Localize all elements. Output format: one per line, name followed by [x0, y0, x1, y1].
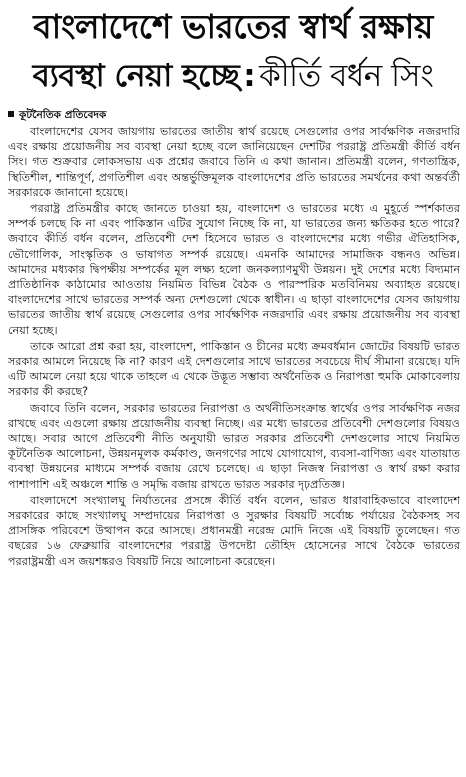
headline-line-1: বাংলাদেশে ভারতের স্বার্থ রক্ষায় — [33, 7, 433, 46]
article-paragraph: বাংলাদেশের যেসব জায়গায় ভারতের জাতীয় স্বার্থ রয়েছে সেগুলোর ওপর সার্বক্ষণিক নজরদারি এবং রক্ষায় প্রয়োজনীয় সব ব্যবস্থা নেয়া হচ্ছে বলে জানিয়েছেন দেশটির পররাষ্ট্র প্রতিমন্ত্রী কীর্তি বর্ধন সিং। গত শুক্রবার লোকসভায় এক প্রশ্নের জবাবে তিনি এ কথা জানান। প্রতিমন্ত্রী বলেন, গণতান্ত্রিক, স্থিতিশীল, শান্তিপূর্ণ, প্রগতিশীল এবং অন্তর্ভুক্তিমূলক বাংলাদেশের প্রতি ভারতের সমর্থনের কথা অন্তর্বর্তী সরকারকে জানানো হয়েছে। — [8, 125, 460, 199]
headline-main: ব্যবস্থা নেয়া হচ্ছে — [32, 58, 240, 94]
article-paragraph: জবাবে তিনি বলেন, সরকার ভারতের নিরাপত্তা ও অর্থনীতিসংক্রান্ত স্বার্থের ওপর সার্বক্ষণিক নজর রাখছে এবং এগুলো রক্ষায় প্রয়োজনীয় ব্যবস্থা নিচ্ছে। এর মধ্যে ভারতের প্রতিবেশী দেশগুলোর বিষয়ও আছে। সবার আগে প্রতিবেশী নীতি অনুযায়ী ভারত সরকার প্রতিবেশী দেশগুলোর সাথে নিয়মিত কূটনৈতিক আলোচনা, উন্নয়নমূলক কর্মকাণ্ড, জনগণের সাথে যোগাযোগ, ব্যবসা-বাণিজ্য এবং যাতায়াত ব্যবস্থা উন্নয়নের মাধ্যমে সম্পর্ক বজায় রেখে চলেছে। এ ছাড়া নিজস্ব নিরাপত্তা ও স্বার্থ রক্ষা করার পাশাপাশি এই অঞ্চলে শান্তি ও সমৃদ্ধি বজায় রাখতে ভারত সরকার দৃঢ়প্রতিজ্ঞ। — [8, 401, 460, 491]
headline-line-2 — [6, 55, 460, 97]
headline-separator: : — [243, 58, 256, 94]
article-body — [8, 124, 460, 570]
headline-speaker-name: কীর্তি বর্ধন সিং — [259, 58, 434, 94]
article-paragraph: পররাষ্ট্র প্রতিমন্ত্রীর কাছে জানতে চাওয়া হয়, বাংলাদেশ ও ভারতের মধ্যে এ মুহূর্তে স্পর্শকাতর সম্পর্ক চলছে কি না এবং পাকিস্তান এটির সুযোগ নিচ্ছে কি না, যা ভারতের জন্য ক্ষতিকর হতে পারে? জবাবে কীর্তি বর্ধন বলেন, প্রতিবেশী দেশ হিসেবে ভারত ও বাংলাদেশের মধ্যে গভীর ঐতিহাসিক, ভৌগোলিক, সাংস্কৃতিক ও ভাষাগত সম্পর্ক রয়েছে। এমনকি আমাদের সামাজিক বন্ধনও অভিন্ন। আমাদের মধ্যকার দ্বিপক্ষীয় সম্পর্কের মূল লক্ষ্য হলো জনকল্যাণমুখী উন্নয়ন। দুই দেশের মধ্যে বিদ্যমান প্রাতিষ্ঠানিক কাঠামোর আওতায় নিয়মিত বিভিন্ন বৈঠক ও পারস্পরিক মতবিনিময় অব্যাহত রয়েছে। বাংলাদেশের সাথে ভারতের সম্পর্ক অন্য দেশগুলো থেকে স্বাধীন। এ ছাড়া বাংলাদেশের যেসব জায়গায় ভারতের জাতীয় স্বার্থ রয়েছে সেগুলোর ওপর সার্বক্ষণিক নজরদারি এবং রক্ষায় প্রয়োজনীয় সব ব্যবস্থা নেয়া হচ্ছে। — [8, 202, 460, 337]
byline-text: কূটনৈতিক প্রতিবেদক — [19, 109, 107, 121]
byline — [8, 108, 458, 122]
article-paragraph: তাকে আরো প্রশ্ন করা হয়, বাংলাদেশ, পাকিস্তান ও চীনের মধ্যে ক্রমবর্ধমান জোটের বিষয়টি ভারত সরকার আমলে নিয়েছে কি না? কারণ এই দেশগুলোর সাথে ভারতের সবচেয়ে দীর্ঘ সীমানা রয়েছে। যদি এটি আমলে নেয়া হয়ে থাকে তাহলে এ থেকে উদ্ভূত সম্ভাব্য অর্থনৈতিক ও নিরাপত্তা হুমকি মোকাবেলায় সরকার কী করছে? — [8, 339, 460, 399]
byline-bullet-icon — [8, 111, 14, 117]
article-paragraph: বাংলাদেশে সংখ্যালঘু নির্যাতনের প্রসঙ্গে কীর্তি বর্ধন বলেন, ভারত ধারাবাহিকভাবে বাংলাদেশ সরকারের কাছে সংখ্যালঘু সম্প্রদায়ের নিরাপত্তা ও সুরক্ষার বিষয়টি সর্বোচ্চ পর্যায়ের বৈঠকসহ সব প্রাসঙ্গিক পরিবেশে উত্থাপন করে আসছে। প্রধানমন্ত্রী নরেন্দ্র মোদি নিজে এই বিষয়টি তুলেছেন। গত বছরের ১৬ ফেব্রুয়ারি বাংলাদেশের পররাষ্ট্র উপদেষ্টা তৌহিদ হোসেনের সাথে বৈঠকে ভারতের পররাষ্ট্রমন্ত্রী এস জয়শঙ্করও বিষয়টি নিয়ে আলোচনা করেছেন। — [8, 493, 460, 568]
